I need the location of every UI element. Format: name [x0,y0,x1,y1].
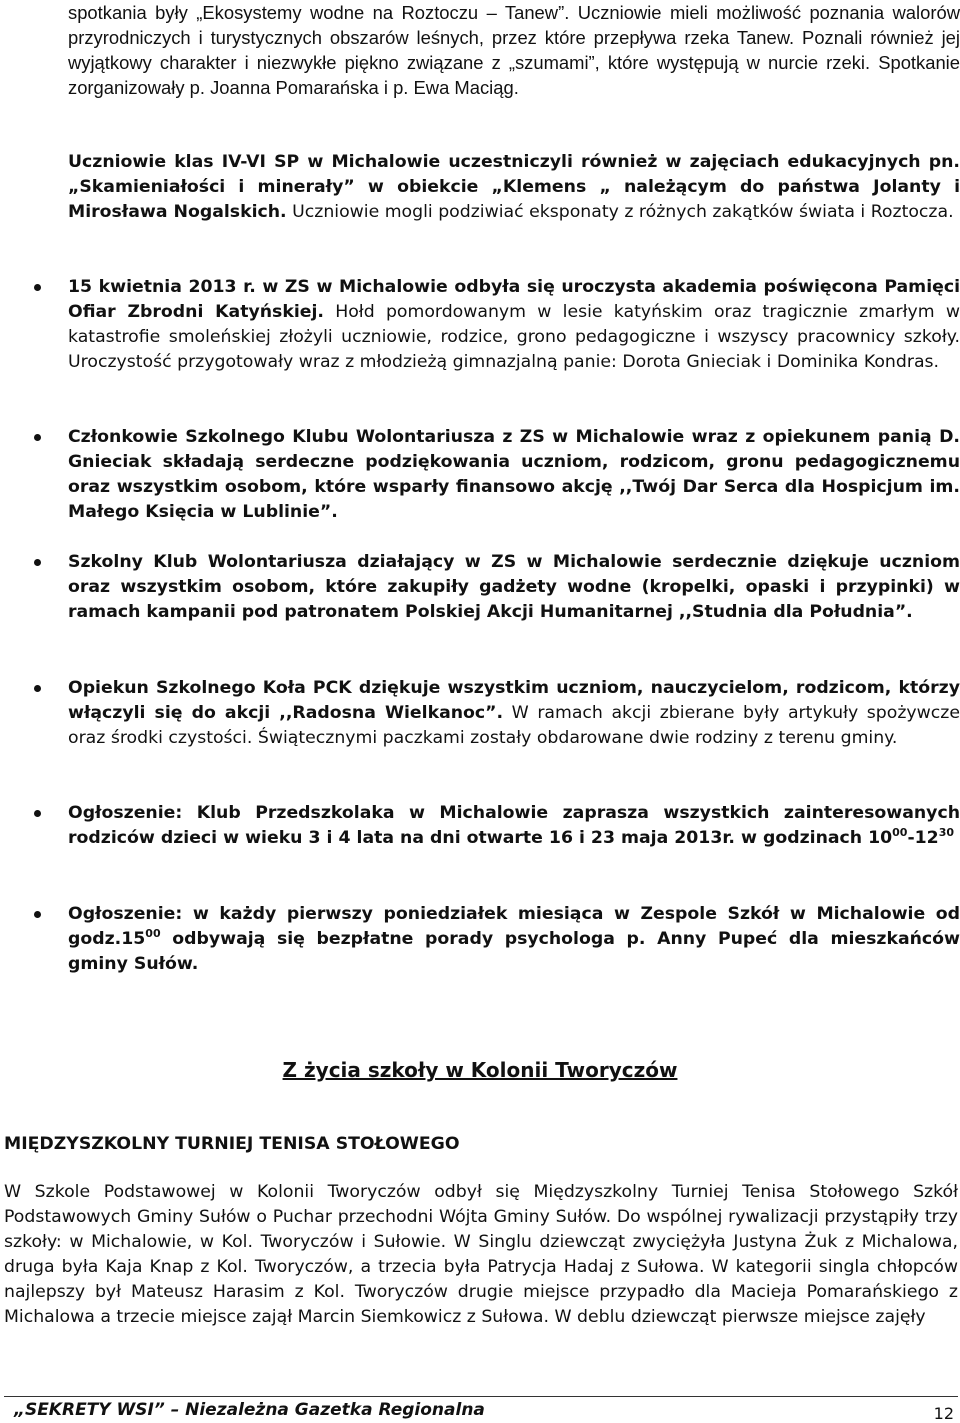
intro-paragraph: spotkania były „Ekosystemy wodne na Roztoczu – Tanew”. Uczniowie mieli możliwość poznania walorów przyrodniczych i turystycznych obszarów leśnych, przez które przepływa rzeka Tanew. Poznali również jej wyjątkowy charakter i niezwykłe piękno związane z „szumami”, które występują w nurcie rzeki. Spotkanie zorganizowały p. Joanna Pomarańska i p. Ewa Maciąg. [68,2,960,98]
news-item-studnia: Szkolny Klub Wolontariusza działający w ZS w Michalowie serdecznie dziękuje uczniom oraz wszystkim osobom, które zakupiły gadżety wodne (kropelki, opaski i przypinki) w ramach kampanii pod patronatem Polskiej Akcji Humanitarnej ,,Studnia dla Południa”. [68,552,960,622]
bullet-icon [34,434,41,441]
announcement-psycholog: Ogłoszenie: w każdy pierwszy poniedziałek miesiąca w Zespole Szkół w Michalowie od $godz.15^{00}$ odbywają się bezpłatne porady psychologa p. Anny Pupeć dla mieszkańców gminy Sułów. [68,904,960,974]
bullet-icon [34,810,41,817]
bullet-icon [34,685,41,692]
bullet-icon [34,911,41,918]
page-footer [0,1392,960,1422]
news-item-pck: Opiekun Szkolnego Koła PCK dziękuje wszystkim uczniom, nauczycielom, rodzicom, którzy włączyli się do akcji ,,Radosna Wielkanoc”. W ramach akcji zbierane były artykuły spożywcze oraz środki czystości. Świątecznymi paczkami zostały obdarowane dwie rodziny z terenu gminy. [68,678,960,748]
sub-heading: MIĘDZYSZKOLNY TURNIEJ TENISA STOŁOWEGO [4,1134,460,1154]
news-item-katyn: 15 kwietnia 2013 r. w ZS w Michalowie odbyła się uroczysta akademia poświęcona Pamięci Ofiar Zbrodni Katyńskiej. Hołd pomordowanym w lesie katyńskim oraz tragicznie zmarłym w katastrofie smoleńskiej złożyli uczniowie, rodzice, grono pedagogiczne i wszyscy pracownicy szkoły. Uroczystość przygotowały wraz z młodzieżą gimnazjalną panie: Dorota Gnieciak i Dominika Kondras. [68,277,960,372]
section-heading: Z życia szkoły w Kolonii Tworyczów [282,1058,678,1082]
classes-paragraph: Uczniowie klas IV-VI SP w Michalowie uczestniczyli również w zajęciach edukacyjnych pn. „Skamieniałości i minerały” w obiekcie „Klemens „ należącym do państwa Jolanty i Mirosława Nogalskich. Uczniowie mogli podziwiać eksponaty z różnych zakątków świata i Roztocza. [68,152,960,222]
bullet-icon [34,559,41,566]
footer-rule [4,1396,958,1397]
bullet-icon [34,284,41,291]
section-body: W Szkole Podstawowej w Kolonii Tworyczów odbył się Międzyszkolny Turniej Tenisa Stołowego Szkół Podstawowych Gminy Sułów o Puchar przechodni Wójta Gminy Sułów. Do wspólnej rywalizacji przystąpiły trzy szkoły: w Michalowie, w Kol. Tworyczów i Sułowie. W Singlu dziewcząt zwyciężyła Justyna Żuk z Michalowa, druga była Kaja Knap z Kol. Tworyczów, a trzecia była Patrycja Hadaj z Sułowa. W kategorii singla chłopców najlepszy był Mateusz Harasim z Kol. Tworyczów drugie miejsce przypadło dla Macieja Pomarańskiego z Michalowa a trzecie miejsce zajął Marcin Siemkowicz z Sułowa. W deblu dziewcząt pierwsze miejsce zajęły [4,1182,958,1327]
news-item-hospicjum: Członkowie Szkolnego Klubu Wolontariusza z ZS w Michalowie wraz z opiekunem panią D. Gnieciak składają serdeczne podziękowania uczniom, rodzicom, gronu pedagogicznemu oraz wszystkim osobom, które wsparły finansowo akcję ,,Twój Dar Serca dla Hospicjum im. Małego Księcia w Lublinie”. [68,427,960,522]
footer-title: „SEKRETY WSI” – Niezależna Gazetka Regionalna [14,1400,485,1420]
announcement-przedszkolak: Ogłoszenie: Klub Przedszkolaka w Michalowie zaprasza wszystkich zainteresowanych rodziców dzieci w wieku 3 i 4 lata na dni otwarte 16 i 23 maja 2013r. w godzinach $10^{00}-12^{30}$ [68,803,960,848]
page-number: 12 [933,1404,954,1423]
